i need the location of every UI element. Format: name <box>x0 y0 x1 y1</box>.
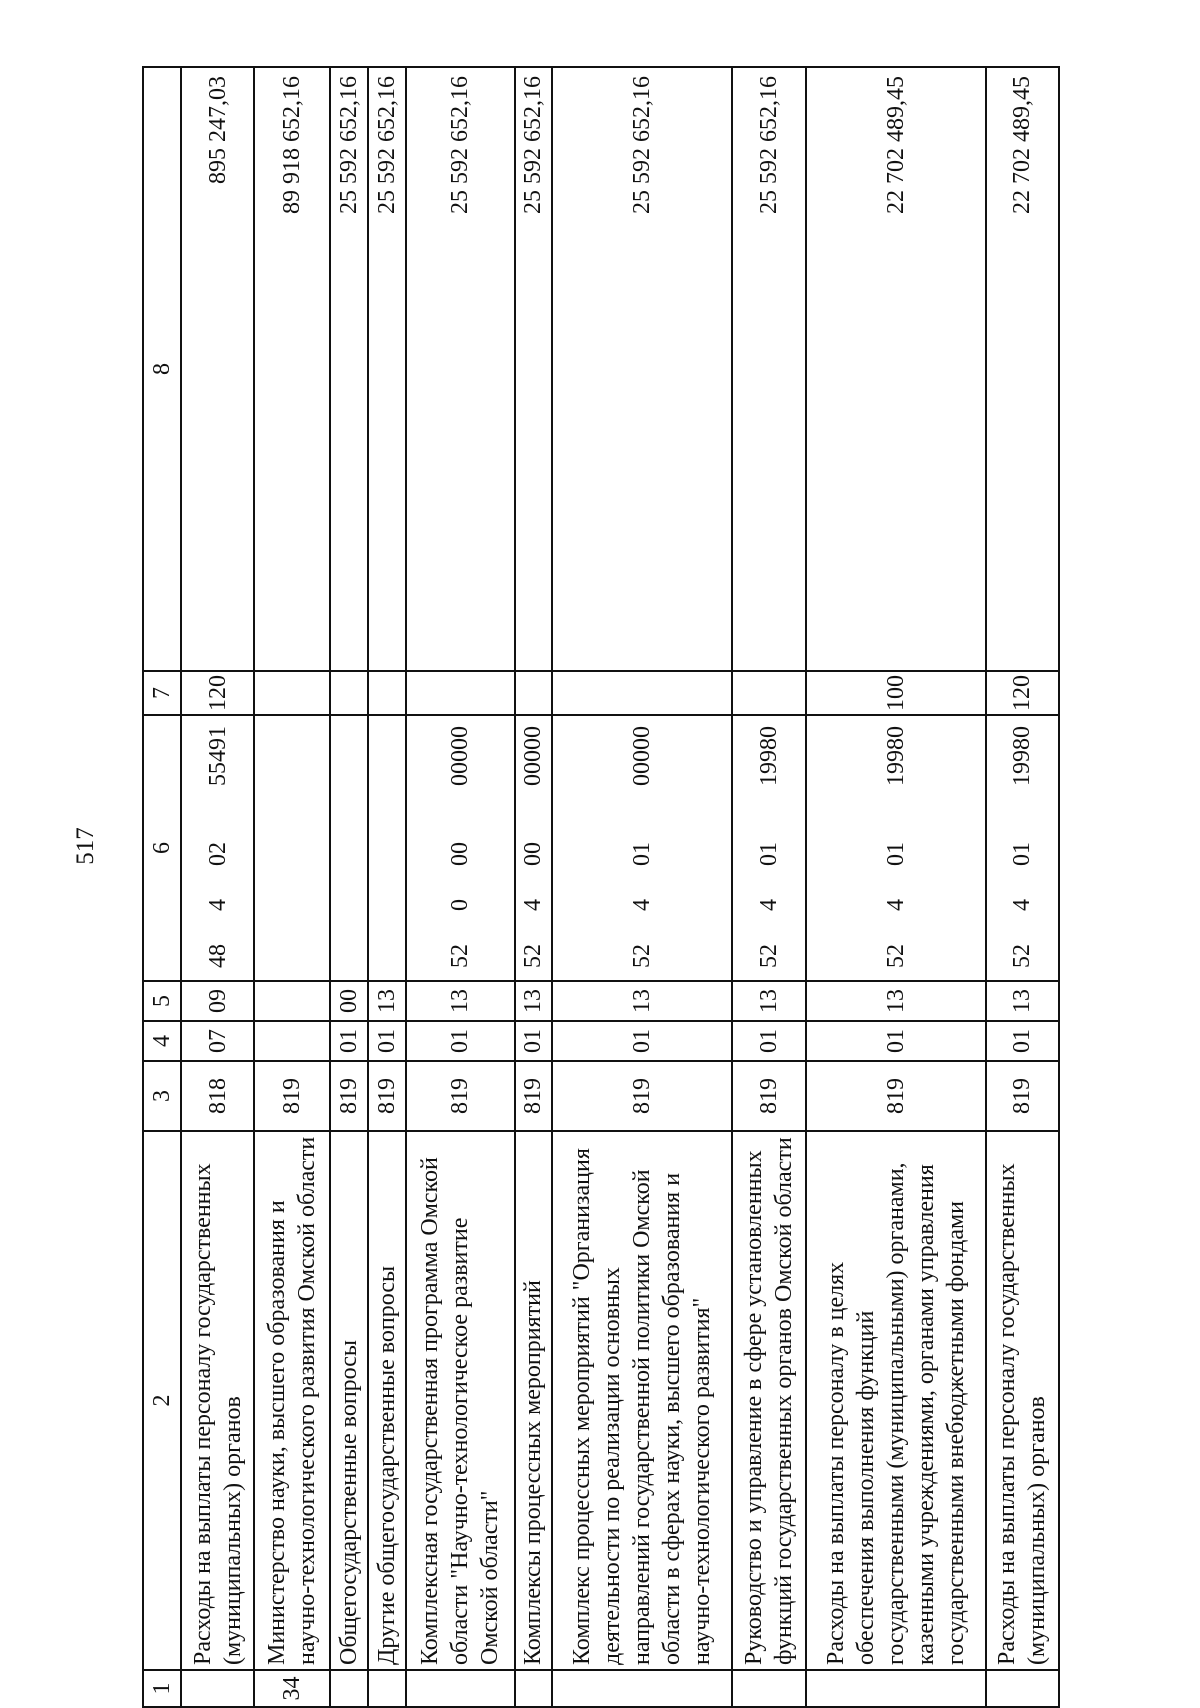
row-name <box>986 1131 1059 1670</box>
header-row <box>143 67 181 1707</box>
column-header-1: 1 <box>143 1670 181 1707</box>
department-code: 819 <box>732 1061 805 1131</box>
row-name <box>368 1131 406 1670</box>
target-article-part-2: 4 <box>629 899 656 911</box>
subsection-code: 13 <box>806 981 986 1021</box>
row-name-text: Министерство науки, высшего образования и научно-технологического развития Омской области <box>264 1136 321 1665</box>
target-article-part-1: 52 <box>755 944 782 968</box>
amount: 25 592 652,16 <box>406 67 515 671</box>
subsection-code: 00 <box>330 981 368 1021</box>
row-name-text: Расходы на выплаты персоналу в целях обеспечения выполнения функций государственными (муниципальными) органами, казенными учреждениями, органами управления государственными внебюджетными фондами <box>822 1162 969 1665</box>
subsection-code: 13 <box>368 981 406 1021</box>
row-name <box>254 1131 330 1670</box>
expense-type-code <box>406 671 515 715</box>
target-article-code <box>515 715 553 981</box>
target-article-code <box>254 715 330 981</box>
amount: 25 592 652,16 <box>368 67 406 671</box>
section-code: 01 <box>368 1021 406 1061</box>
target-article-part-4: 00000 <box>629 726 656 786</box>
amount: 25 592 652,16 <box>732 67 805 671</box>
row-number <box>732 1670 805 1707</box>
row-name-text: Комплекс процессных мероприятий "Организация деятельности по реализации основных направлений государственной политики Омской области в сферах науки, высшего образования и научно-технологического развития" <box>569 1148 716 1665</box>
row-name-text: Расходы на выплаты персоналу государственных (муниципальных) органов <box>189 1163 246 1665</box>
expense-type-code <box>254 671 330 715</box>
row-name <box>330 1131 368 1670</box>
amount: 25 592 652,16 <box>515 67 553 671</box>
target-article-part-2: 4 <box>882 899 909 911</box>
row-name <box>181 1131 254 1670</box>
subsection-code: 09 <box>181 981 254 1021</box>
subsection-code: 13 <box>552 981 732 1021</box>
target-article-part-4: 00000 <box>520 726 547 786</box>
target-article-part-1: 52 <box>1009 944 1036 968</box>
department-code: 819 <box>806 1061 986 1131</box>
row-name-text: Другие общегосударственные вопросы <box>373 1265 400 1665</box>
amount: 25 592 652,16 <box>552 67 732 671</box>
table-row <box>732 67 805 1707</box>
target-article-part-1: 52 <box>629 944 656 968</box>
target-article-part-4: 00000 <box>447 726 474 786</box>
target-article-part-1: 48 <box>204 944 231 968</box>
subsection-code <box>254 981 330 1021</box>
section-code: 01 <box>986 1021 1059 1061</box>
page-number: 517 <box>72 827 99 865</box>
table-row <box>330 67 368 1707</box>
target-article-code <box>181 715 254 981</box>
section-code: 07 <box>181 1021 254 1061</box>
target-article-part-4: 19980 <box>755 726 782 786</box>
amount: 22 702 489,45 <box>806 67 986 671</box>
budget-table <box>142 66 1060 1708</box>
target-article-part-3: 01 <box>755 842 782 866</box>
table-row <box>986 67 1059 1707</box>
section-code: 01 <box>515 1021 553 1061</box>
department-code: 819 <box>254 1061 330 1131</box>
department-code: 818 <box>181 1061 254 1131</box>
department-code: 819 <box>986 1061 1059 1131</box>
department-code: 819 <box>515 1061 553 1131</box>
table-row <box>254 67 330 1707</box>
target-article-code <box>986 715 1059 981</box>
department-code: 819 <box>368 1061 406 1131</box>
row-name-text: Общегосударственные вопросы <box>335 1339 362 1665</box>
section-code: 01 <box>330 1021 368 1061</box>
target-article-part-1: 52 <box>520 944 547 968</box>
column-header-6: 6 <box>143 715 181 981</box>
row-number <box>806 1670 986 1707</box>
table-row <box>552 67 732 1707</box>
expense-type-code <box>552 671 732 715</box>
target-article-code <box>806 715 986 981</box>
target-article-code <box>732 715 805 981</box>
row-number <box>986 1670 1059 1707</box>
row-number <box>515 1670 553 1707</box>
budget-table-rotated <box>142 68 1060 1708</box>
row-name-text: Расходы на выплаты персоналу государственных (муниципальных) органов <box>994 1163 1051 1665</box>
table-row <box>181 67 254 1707</box>
target-article-part-1: 52 <box>882 944 909 968</box>
target-article-part-4: 19980 <box>1009 726 1036 786</box>
row-name-text: Комплексы процессных мероприятий <box>520 1280 547 1665</box>
column-header-2: 2 <box>143 1131 181 1670</box>
row-name <box>406 1131 515 1670</box>
expense-type-code <box>368 671 406 715</box>
row-name <box>806 1131 986 1670</box>
target-article-code <box>368 715 406 981</box>
expense-type-code <box>732 671 805 715</box>
section-code: 01 <box>732 1021 805 1061</box>
target-article-part-2: 4 <box>755 899 782 911</box>
target-article-parts <box>1007 716 1037 980</box>
row-name <box>552 1131 732 1670</box>
amount: 25 592 652,16 <box>330 67 368 671</box>
row-number <box>552 1670 732 1707</box>
section-code: 01 <box>552 1021 732 1061</box>
target-article-parts <box>445 716 475 980</box>
row-name-text: Руководство и управление в сфере установленных функций государственных органов Омской области <box>740 1137 797 1665</box>
target-article-parts <box>203 716 233 980</box>
expense-type-code <box>515 671 553 715</box>
column-header-8: 8 <box>143 67 181 671</box>
expense-type-code <box>330 671 368 715</box>
target-article-parts <box>518 716 548 980</box>
target-article-part-3: 00 <box>447 842 474 866</box>
target-article-part-2: 4 <box>520 899 547 911</box>
target-article-code <box>330 715 368 981</box>
department-code: 819 <box>552 1061 732 1131</box>
amount: 89 918 652,16 <box>254 67 330 671</box>
target-article-part-3: 02 <box>204 842 231 866</box>
target-article-part-2: 0 <box>447 899 474 911</box>
target-article-part-3: 01 <box>882 842 909 866</box>
amount: 22 702 489,45 <box>986 67 1059 671</box>
row-name-text: Комплексная государственная программа Омской области "Научно-технологическое развитие Омской области" <box>417 1157 504 1665</box>
subsection-code: 13 <box>515 981 553 1021</box>
target-article-parts <box>754 716 784 980</box>
column-header-3: 3 <box>143 1061 181 1131</box>
section-code: 01 <box>806 1021 986 1061</box>
subsection-code: 13 <box>986 981 1059 1021</box>
expense-type-code: 120 <box>986 671 1059 715</box>
target-article-part-3: 00 <box>520 842 547 866</box>
expense-type-code: 100 <box>806 671 986 715</box>
target-article-part-3: 01 <box>629 842 656 866</box>
column-header-7: 7 <box>143 671 181 715</box>
target-article-code <box>552 715 732 981</box>
target-article-part-2: 4 <box>204 899 231 911</box>
row-name <box>515 1131 553 1670</box>
department-code: 819 <box>406 1061 515 1131</box>
target-article-part-4: 19980 <box>882 726 909 786</box>
table-row <box>368 67 406 1707</box>
target-article-part-3: 01 <box>1009 842 1036 866</box>
target-article-code <box>406 715 515 981</box>
row-number <box>181 1670 254 1707</box>
target-article-part-2: 4 <box>1009 899 1036 911</box>
target-article-part-1: 52 <box>447 944 474 968</box>
table-row <box>806 67 986 1707</box>
row-number <box>406 1670 515 1707</box>
row-number <box>330 1670 368 1707</box>
row-number: 34 <box>254 1670 330 1707</box>
table-row <box>515 67 553 1707</box>
section-code <box>254 1021 330 1061</box>
column-header-4: 4 <box>143 1021 181 1061</box>
row-number <box>368 1670 406 1707</box>
target-article-part-4: 55491 <box>204 726 231 786</box>
subsection-code: 13 <box>732 981 805 1021</box>
row-name <box>732 1131 805 1670</box>
amount: 895 247,03 <box>181 67 254 671</box>
target-article-parts <box>881 716 911 980</box>
department-code: 819 <box>330 1061 368 1131</box>
target-article-parts <box>627 716 657 980</box>
subsection-code: 13 <box>406 981 515 1021</box>
column-header-5: 5 <box>143 981 181 1021</box>
expense-type-code: 120 <box>181 671 254 715</box>
table-row <box>406 67 515 1707</box>
section-code: 01 <box>406 1021 515 1061</box>
